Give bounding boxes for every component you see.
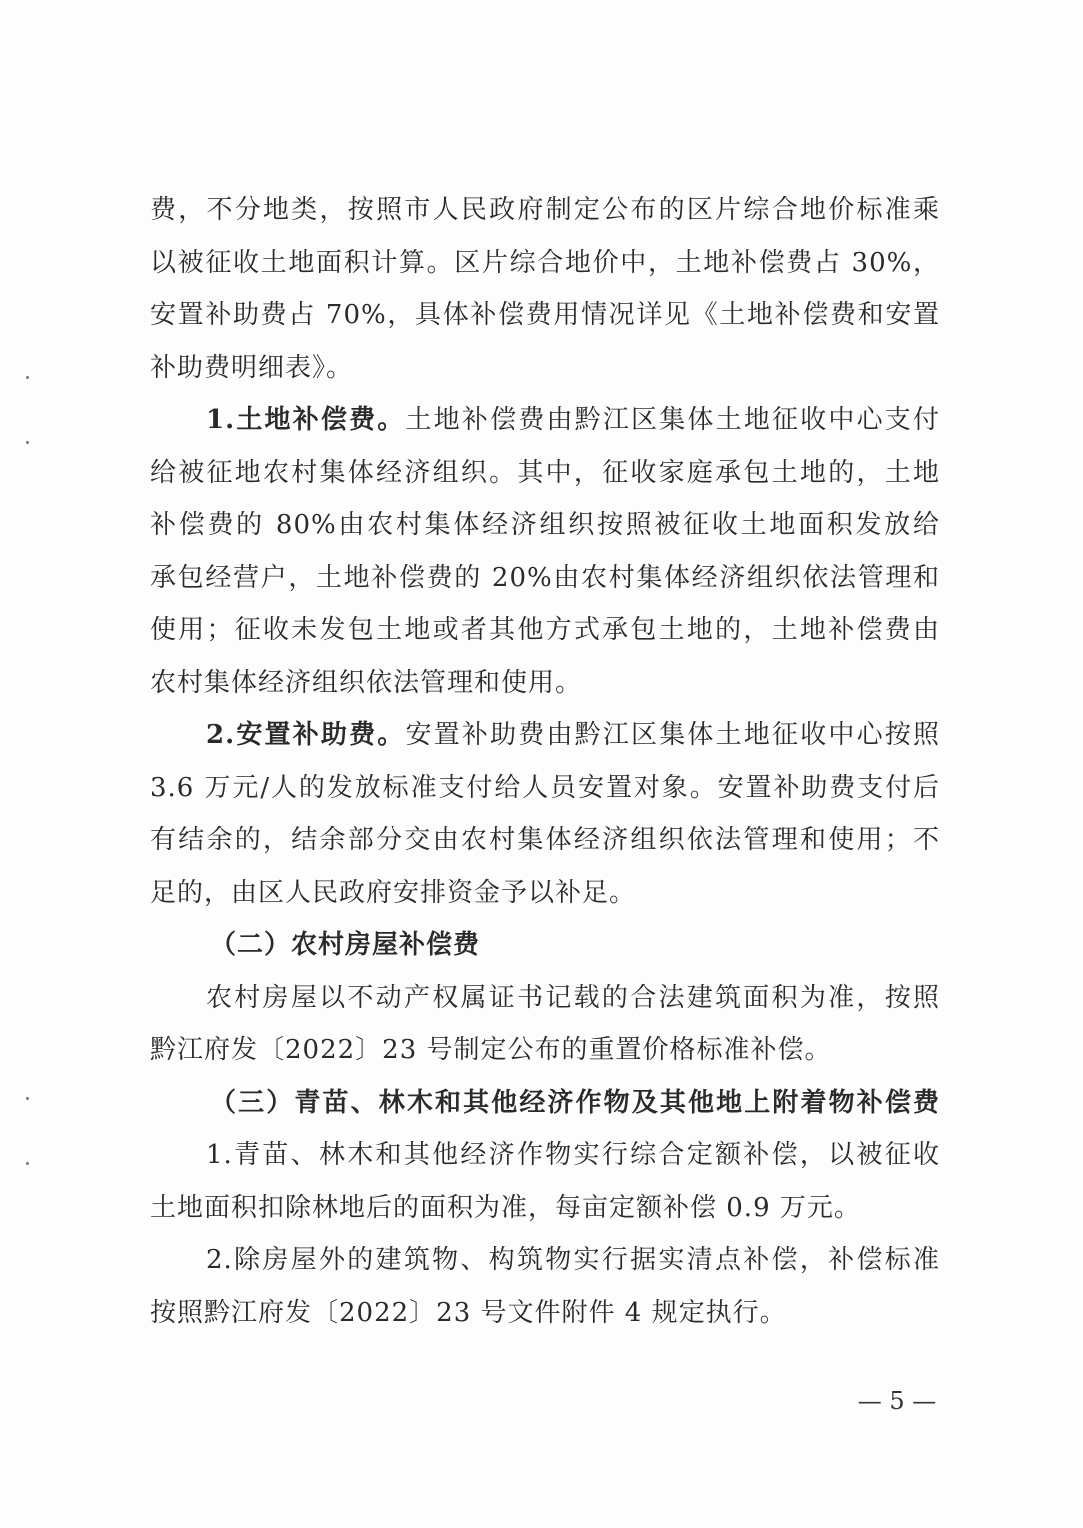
- text-line: 以被征收土地面积计算。区片综合地价中，土地补偿费占 30%，: [150, 247, 940, 278]
- text-line: 按照黔江府发〔2022〕23 号文件附件 4 规定执行。: [150, 1297, 787, 1328]
- body-text: [150, 184, 940, 1339]
- paragraph-resettlement-subsidy: [150, 709, 940, 919]
- section-heading-crops: （三）青苗、林木和其他经济作物及其他地上附着物补偿费: [210, 1087, 940, 1118]
- margin-mark: [26, 376, 29, 379]
- text-line: 3.6 万元/人的发放标准支付给人员安置对象。安置补助费支付后: [150, 772, 940, 803]
- margin-mark: [26, 1097, 29, 1100]
- text-line: 农村集体经济组织依法管理和使用。: [150, 667, 583, 698]
- text-line: 补助费明细表》。: [150, 352, 354, 383]
- margin-mark: [26, 1162, 29, 1165]
- paragraph-heading: 2.安置补助费。: [206, 720, 406, 750]
- text-line: [150, 394, 940, 447]
- text-line: [150, 709, 940, 762]
- page-number: — 5 —: [857, 1387, 937, 1415]
- text-run: 安置补助费由黔江区集体土地征收中心按照: [405, 720, 940, 750]
- margin-mark: [26, 441, 29, 444]
- text-line: 费，不分地类，按照市人民政府制定公布的区片综合地价标准乘: [150, 195, 940, 225]
- section-heading-housing: （二）农村房屋补偿费: [210, 930, 481, 960]
- text-line: 足的，由区人民政府安排资金予以补足。: [150, 877, 637, 908]
- text-line: 农村房屋以不动产权属证书记载的合法建筑面积为准，按照: [206, 982, 940, 1013]
- text-line: 承包经营户，土地补偿费的 20%由农村集体经济组织依法管理和: [150, 562, 940, 593]
- paragraph-structures-compensation: [150, 1234, 940, 1339]
- text-line: 使用；征收未发包土地或者其他方式承包土地的，土地补偿费由: [150, 615, 940, 645]
- paragraph-land-price: [150, 184, 940, 394]
- paragraph-heading: 1.土地补偿费。: [206, 405, 406, 435]
- text-line: 黔江府发〔2022〕23 号制定公布的重置价格标准补偿。: [150, 1035, 832, 1065]
- text-line: 给被征地农村集体经济组织。其中，征收家庭承包土地的，土地: [150, 457, 940, 488]
- paragraph-housing-compensation: [150, 972, 940, 1077]
- text-line: 2.除房屋外的建筑物、构筑物实行据实清点补偿，补偿标准: [206, 1245, 940, 1275]
- text-line: 1.青苗、林木和其他经济作物实行综合定额补偿，以被征收: [206, 1140, 940, 1170]
- text-line: 补偿费的 80%由农村集体经济组织按照被征收土地面积发放给: [150, 510, 940, 540]
- text-line: 安置补助费占 70%，具体补偿费用情况详见《土地补偿费和安置: [150, 300, 940, 330]
- paragraph-crops-compensation: [150, 1129, 940, 1234]
- text-line: 有结余的，结余部分交由农村集体经济组织依法管理和使用；不: [150, 825, 940, 855]
- paragraph-land-compensation: [150, 394, 940, 709]
- text-run: 土地补偿费由黔江区集体土地征收中心支付: [405, 405, 940, 435]
- text-line: 土地面积扣除林地后的面积为准，每亩定额补偿 0.9 万元。: [150, 1192, 861, 1223]
